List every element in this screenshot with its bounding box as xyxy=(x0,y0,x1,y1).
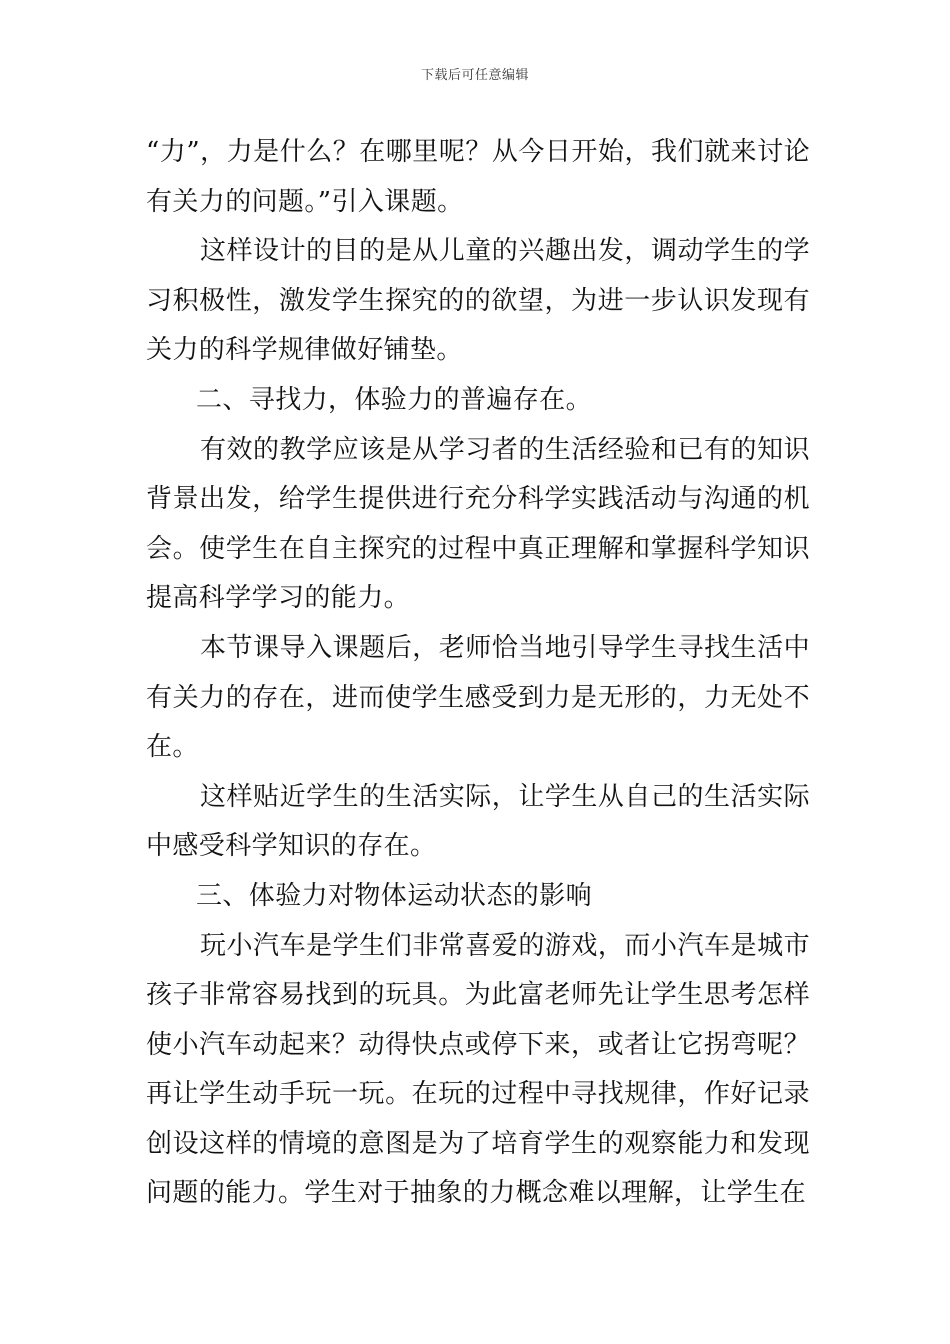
paragraph-intro-continuation: “力”，力是什么？在哪里呢？从今日开始，我们就来讨论有关力的问题。”引入课题。 xyxy=(146,137,810,217)
paragraph-lesson-guidance: 本节课导入课题后，老师恰当地引导学生寻找生活中有关力的存在，进而使学生感受到力是无形的，力无处不在。 xyxy=(146,632,810,763)
paragraph-design-purpose: 这样设计的目的是从儿童的兴趣出发，调动学生的学习积极性，激发学生探究的的欲望，为进一步认识发现有关力的科学规律做好铺垫。 xyxy=(146,236,810,366)
section-heading-3: 三、体验力对物体运动状态的影响 xyxy=(196,880,593,911)
section-heading-2: 二、寻找力，体验力的普遍存在。 xyxy=(196,384,593,415)
document-body xyxy=(146,128,810,1219)
page-header: 下载后可任意编辑 xyxy=(420,68,529,83)
paragraph-toy-car: 玩小汽车是学生们非常喜爱的游戏，而小汽车是城市孩子非常容易找到的玩具。为此富老师先让学生思考怎样使小汽车动起来？动得快点或停下来，或者让它拐弯呢？再让学生动手玩一玩。在玩的过程中寻找规律，作好记录创设这样的情境的意图是为了培育学生的观察能力和发现问题的能力。学生对于抽象的力概念难以理解，让学生在 xyxy=(146,930,810,1209)
paragraph-life-connection: 这样贴近学生的生活实际，让学生从自己的生活实际中感受科学知识的存在。 xyxy=(146,781,810,862)
paragraph-effective-teaching: 有效的教学应该是从学习者的生活经验和已有的知识背景出发，给学生提供进行充分科学实践活动与沟通的机会。使学生在自主探究的过程中真正理解和掌握科学知识提高科学学习的能力。 xyxy=(146,434,810,614)
